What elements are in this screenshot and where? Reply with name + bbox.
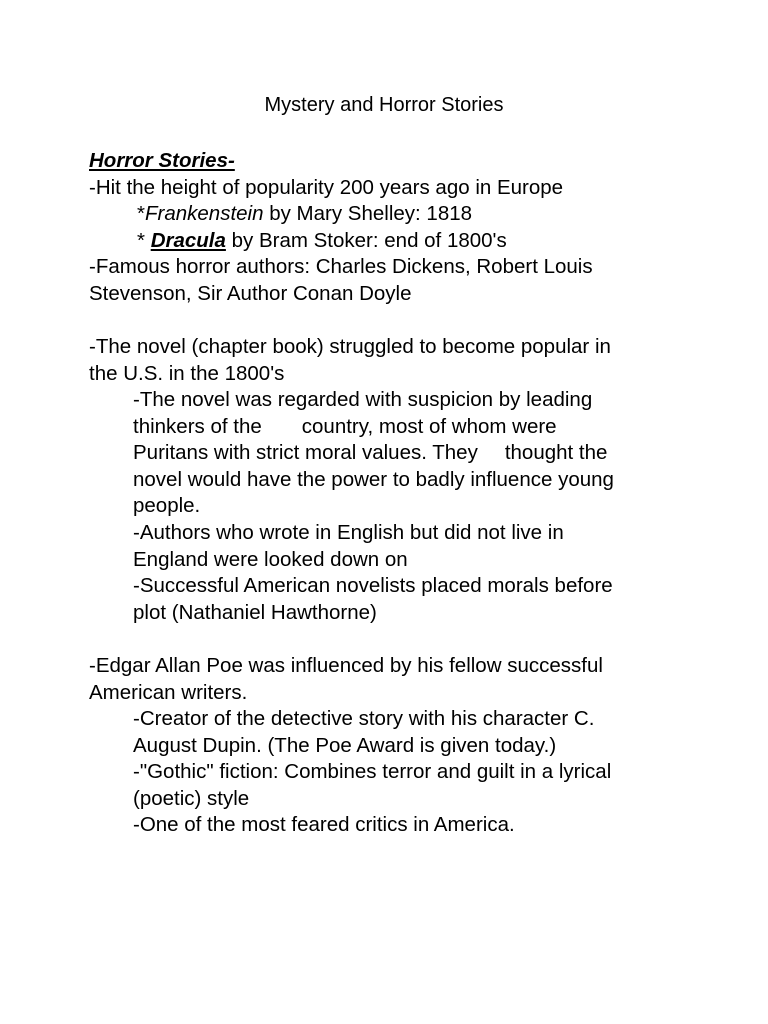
text-line: Stevenson, Sir Author Conan Doyle [89,281,412,305]
text-fragment: country, most of whom were [301,414,557,438]
text-line: plot (Nathaniel Hawthorne) [133,600,377,624]
text-line: -One of the most feared critics in America. [133,813,515,837]
text-line: -Successful American novelists placed morals before [133,574,613,598]
text-line: -Famous horror authors: Charles Dickens, Robert Louis [89,255,593,279]
text-line: American writers. [89,680,248,704]
book-title-frankenstein: Frankenstein [144,202,264,226]
page-title: Mystery and Horror Stories [264,94,504,116]
section-heading: Horror Stories- [89,149,235,172]
text-line: August Dupin. (The Poe Award is given today.) [133,733,557,757]
text-line: -The novel was regarded with suspicion by leading [133,388,593,411]
text-line: novel would have the power to badly influence young [133,467,614,491]
text-line [133,440,614,467]
text-line: people. [133,494,201,518]
text-line: England were looked down on [133,547,408,571]
text-line: -Creator of the detective story with his character C. [133,707,595,730]
text-fragment: thinkers of the [133,414,262,438]
section-poe-details [133,706,611,839]
text-fragment: thought the [504,441,608,465]
text-line: -Authors who wrote in English but did not live in [133,520,564,544]
bullet: * [137,228,151,252]
list-item-frankenstein [89,201,593,228]
text-line [133,414,614,441]
book-author: by Bram Stoker: end of 1800's [225,228,507,252]
text-fragment: Puritans with strict moral values. They [133,441,478,465]
section-horror-stories [89,148,593,308]
text-line: -Edgar Allan Poe was influenced by his fellow successful [89,654,603,677]
text-line: (poetic) style [133,786,250,810]
text-line: -"Gothic" fiction: Combines terror and guilt in a lyrical [133,760,612,784]
section-poe-intro [89,653,603,706]
bullet: * [137,202,145,226]
section-novel-intro [89,334,611,387]
book-author: by Mary Shelley: 1818 [263,202,473,226]
list-item-dracula [89,228,593,255]
text-line: -Hit the height of popularity 200 years ago in Europe [89,175,564,199]
text-line: -The novel (chapter book) struggled to become popular in [89,335,611,358]
book-title-dracula: Dracula [150,228,226,252]
text-line: the U.S. in the 1800's [89,361,285,385]
section-novel-details [133,387,614,626]
